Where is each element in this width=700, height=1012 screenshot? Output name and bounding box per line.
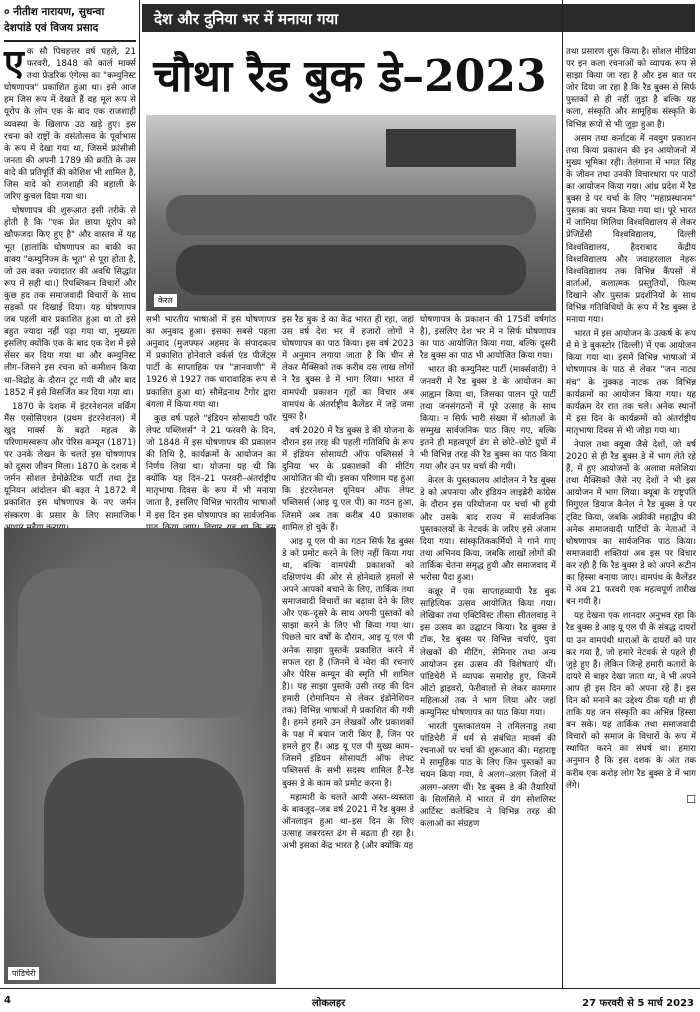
crowd-graphic bbox=[166, 195, 536, 235]
paragraph: घोषणापत्र की शुरूआत इसी तरीके से होती है कि "एक प्रेत छाया यूरोप को खौफजदा किए हुए है" और वास्तव में यह भूत (हालांकि घोषणापत्र का बाकी का वाक्य "कम्युनिज्म के भूत" से पूरा होता है, जो उस वक्त ज्यादातर की अवधि सिद्धांत रूप में सही था।) रिपब्लिकन विचारों और कुछ हद तक समाजवादी विचारों के साथ सड़कों पर दिखाई दिया। यह घोषणापत्र जब पहली बार प्रकाशित हुआ था तो इसे बहुत ज्यादा नहीं पढ़ा गया था, मुख्यतः इसलिए क्योंकि एक के बाद एक देश में इसे सेंसर कर दिया गया था और कम्युनिस्ट लीग–जिसने इस रचना को कमीशन किया था–विद्रोह के दौरान टूट गयी थी और बाद 1852 में इसे विसर्जित कर दिया गया था। bbox=[4, 206, 136, 398]
article-column-5 bbox=[566, 46, 696, 988]
issue-date: 27 फरवरी से 5 मार्च 2023 bbox=[582, 998, 694, 1009]
byline-box bbox=[4, 4, 136, 42]
paragraph: इस रैड बुक डे का केंद्र भारत ही रहा, जहां उस वर्ष देश भर में हजारों लोगों ने घोषणापत्र का पाठ किया। इस वर्ष 2023 में अनुमान लगाया जाता है कि चीन से लेकर मैक्सिको तक करीब दस लाख लोगों ने रैड बुक्स डे में भाग लिया। भारत में वामपंथी प्रकाशन गृहों का विचार अब वामपंथ के अंतर्राष्ट्रीय कैलेंडर में जड़ें जमा चुका है। bbox=[282, 315, 414, 422]
end-mark-icon: ☐ bbox=[686, 792, 696, 806]
column-divider bbox=[562, 0, 563, 988]
group-graphic bbox=[44, 758, 244, 938]
photo-caption: पांडिचेरी bbox=[8, 967, 39, 980]
crowd-graphic bbox=[176, 245, 526, 295]
article-column-2 bbox=[146, 314, 276, 526]
paragraph: कुछ वर्ष पहले "इंडियन सोसायटी फॉर लेफ्ट पब्लिशर्स" ने 21 फरवरी के दिन, जो 1848 में इस घोषणापत्र की प्रकाशन की तिथि है, कार्यक्रमों के आयोजन का निर्णय लिया था। योजना यह थी कि क्योंकि यह दिन–21 फरवरी–अंतर्राष्ट्रीय मातृभाषा दिवस के रूप में भी मनाया जाता है, इसलिए विभिन्न भारतीय भाषाओं में इस दिन इस घोषणापत्र का सार्वजनिक bbox=[146, 413, 276, 521]
paragraph: भारती पुस्तकालयम ने तमिलनाडु तथा पांडिचेरी में धर्म से संबंधित मार्क्स की रचनाओं पर चर्चा की शुरूआत की। महाराष्ट्र में सामूहिक पाठ के लिए जिन पुस्तकों का चयन किया गया, वे अलग–अलग जिलों में अलग–अलग थीं। रैड बुक्स डे की तैयारियों के सिलसिले में भारत में यंग सोशलिस्ट आर्टिस्ट कलेक्टिव ने विभिन्न तरह की कलाओं का संग्रहण bbox=[420, 722, 556, 829]
footer-rule bbox=[0, 988, 700, 989]
article-column-3 bbox=[282, 314, 414, 986]
paragraph: वर्ष 2020 में रैड बुक्स डे की योजना के दौरान इस तरह की पहली गतिविधि के रूप में इंडियन सोसायटी ऑफ पब्लिसर्स ने दुनिया भर के प्रकाशकों की मीटिंग आयोजित की थी। इसका परिणाम यह हुआ कि इंटरनेशनल यूनियन ऑफ लेफ्ट पब्लिसर्स (आइ यू एल पी) का गठन हुआ, जिसमें अब तक करीब 40 प्रकाशक शामिल हो चुके हैं। bbox=[282, 425, 414, 533]
paragraph: नेपाल तथा क्यूबा जैसे देशों, जो वर्ष 2020 से ही रैड बुक्स डे में भाग लेते रहे हैं, में हुए आयोजनों के अलावा मलेशिया तथा मैक्सिको जैसे नए देशों ने भी इस आयोजन में भाग लिया। क्यूबा के राष्ट्रपति मिगुएल डियाज कैनेल ने रैड बुक्स डे पर ट्विट किया, जबकि अफ्रीकी महाद्वीप की अनेक समाजवादी पार्टियों के नेताओं ने घोषणापत्र का सार्वजनिक पाठ किया। समाजवादी शक्तियां अब इस पर विचार कर रही हैं कि रैड बुक्स डे को अपने रूटीन का हिस्सा बनाया जाए। वामपंथ के कैलेंडर में अब 21 फरवरी एक महत्वपूर्ण तारीख बन गयी है। bbox=[566, 440, 696, 608]
paragraph: यह देखना एक शानदार अनुभव रहा कि रैड बुक्स डे आइ यू एल पी के संबद्ध दायरों या उन वामपंथी धाराओं के दायरों को पार कर गया है, जो हमारे नेटवर्क से पहले ही जुड़े हुए हैं। लेकिन जिन्हें हमारी कतारों के दायरे से बाहर देखा जाता था, वे भी अपने आप ही इस दिन को अपना रहे हैं। इस दिन को मनाने का उद्देश्य ठीक यही था ही ताकि यह जन संस्कृति का अभिन्न हिस्सा बन सके। यह तार्किक तथा समाजवादी विचारों को समाज के विचारों के रूप में स्थापित करने का संघर्ष था। हमारा अनुमान है कि इस दशक के अंत तक करीब एक करोड़ लोग रैड बुक्स डे में भाग लेंगे। bbox=[566, 611, 697, 791]
paragraph: क सौ पिचहत्तर वर्ष पहले, 21 फरवरी, 1848 को कार्ल मार्क्स तथा फ्रेडरिक एंगेल्स का "कम्युनिस्ट घोषणापत्र" प्रकाशित हुआ था। इसे आज हम जिस रूप में देखते हैं वह मूल रूप से यूरोप के लोन एक के बाद एक राजशाही व्यवस्था के खिलाफ उठ खड़े हुए। इस रचना को राष्ट्रों के वसंतोत्सव के पूर्वाभास के रूप में देखा गया था, जिसमें फ्रांसीसी जनता की अपनी 1789 की क्रांति के उस वादे की प्रतिपूर्ति की कोशिश भी शामिल है, जिस वादे को राजशाही की बहाली के जरिए कुचल दिया गया था। bbox=[4, 47, 136, 203]
paragraph: असम तथा कर्नाटक में नवयुग प्रकाशन तथा किया प्रकाशन की इन आयोजनों में मुख्य भूमिका रही। तेलंगाना में भगत सिंह के जीवन तथा उनकी विचारधारा पर पाठों का आयोजन किया गया। आंध्र प्रदेश में रैड बुक्स डे पर चर्चा के लिए "महाप्रस्थानम" पुस्तक का चयन किया गया था। पूरे भारत में जामिया मिलिया विश्वविद्यालय से लेकर प्रेजिडेंसी विश्वविद्यालय, दिल्ली विश्वविद्यालय, हैदराबाद केंद्रीय विश्वविद्यालय और जवाहरलाल नेहरू विश्वविद्यालय तक विभिन्न कैंपसों में वार्ताओं, कलात्मक प्रस्तुतियों, फिल्म दिखाने और पुस्तक प्रदर्शनियों के साथ विभिन्न गतिविधियों के रूप में रैड बुक्स डे मनाया गया। bbox=[566, 133, 696, 326]
byline-line-2: देशपांडे एवं विजय प्रसाद bbox=[4, 22, 99, 34]
page-number: 4 bbox=[4, 995, 11, 1006]
drop-cap: ए bbox=[4, 42, 24, 84]
publication-name: लोकलहर bbox=[312, 998, 346, 1009]
column-divider bbox=[139, 0, 140, 516]
paragraph: सभी भारतीय भाषाओं में इस घोषणापत्र का अनुवाद हुआ। इसका सबसे पहला अनुवाद (मुजफ्फर अहमद के संपादकत्व में प्रकाशित होनेवाले वर्कर्स एंड पीजेंट्स पार्टी के साप्ताहिक पत्र "ज्ञानवाणी" में 1926 से 1927 तक धारावाहिक रूप से प्रकाशित हुआ था) सौमेंद्रनाथ टैगोर द्वारा बंगला में किया गया था। bbox=[146, 315, 276, 410]
headline: चौथा रैड बुक डे–2023 bbox=[153, 51, 547, 102]
paragraph: महामारी के चलते आयी अस्त–व्यस्तता के बावजूद–जब वर्ष 2021 में रैड बुक्स डे ऑनलाइन हुआ था–इस दिन के लिए उत्साह जबरदस्त ढंग से बढ़ता ही रहा है। अभी इसका केंद्र भारत है (और क्योंकि यह bbox=[282, 792, 414, 852]
paragraph: 1870 के दशक में इंटरनेशनल वर्किंग मैंस एसोसिएशन (प्रथम इंटरनेशनल) में खुद मार्क्स के बढ़ते महत्व के परिणामस्वरूप और पेरिस कम्यून (1871) पर उनके लेखन के चलते इस घोषणापत्र को दूसरा जीवन मिला। 1870 के दशक में जर्मन सोशल डेमोक्रेटिक पार्टी तथा ट्रेड यूनियन आंदोलन की बढ़त ने 1872 में प्रकाशित इस घोषणापत्र के नए जर्मन संस्करण के प्रसार के लिए सामाजिक bbox=[4, 401, 136, 521]
event-photo-top bbox=[146, 115, 556, 311]
event-photo-bottom bbox=[4, 528, 276, 984]
paragraph: तथा प्रसारण शुरू किया है। सोशल मीडिया पर इन कला रचनाओं को व्यापक रूप से साझा किया जा रहा है और इस बात पर जोर दिया जा रहा है कि रैड बुक्स से सिर्फ पुस्तकों से ही नहीं जुड़ा है बल्कि यह कला, संस्कृति और सामूहिक संस्कृति के विभिन्न रूपों से भी जुड़ा हुआ है। bbox=[566, 47, 696, 130]
banner-graphic bbox=[386, 129, 516, 167]
paragraph: आइ यू एल पी का गठन सिर्फ रैड बुक्स डे को प्रमोट करने के लिए नहीं किया गया था, बल्कि वामपंथी प्रकाशकों को दक्षिणपंथ की ओर से होनेवाले हमलों से अपने आपको बचाने के लिए, तार्किक तथा समाजवादी विचारों का बढ़ावा देने के लिए और एक–दूसरे के साथ अपनी पुस्तकों को साझा करने के लिए भी किया गया था। पिछले चार वर्षों के दौरान, आइ यू एल पी अनेक साझा पुस्तकें प्रकाशित करने में सफल रहा है (जिनमें चे ग्वेरा की रचनाएं और पेरिस कम्यून की स्मृति भी शामिल है)। यह साझा पुस्तकें उसी तरह की दिन हमारी (रोमानियन से लेकर इंडोनेशियन तक) विभिन्न भाषाओं में प्रकाशित की गयी हैं। हमने हमारे उन लेखकों और प्रकाशकों के पक्ष में बयान जारी किए हैं, जिन पर हमले हुए हैं। आइ यू एल पी मुख्य काम–जिसमें इंडियन सोसायटी ऑफ लेफ्ट पब्लिसर्स के सभी सदस्य शामिल हैं–रैड बुक्स डे के काम को प्रमोट करना है। bbox=[282, 536, 414, 789]
paragraph: केरल के पुस्तकालय आंदोलन ने रैड बुक्स डे को अपनाया और इंडियन लाइब्रेरी कांग्रेस के दौरान इस परियोजना पर चर्चा भी हुयी और उसके बाद राज्य में सार्वजनिक पुस्तकालयों के नेटवर्क के जरिए इसे अंजाम दिया गया। सांस्कृतिककर्मियों ने गाने गाए तथा अभिनय किया, जबकि लाखों लोगों की तार्किक चेतना समृद्ध हुयी और समाजवाद में भरोसा पैदा हुआ। bbox=[420, 476, 556, 583]
section-title-bar bbox=[142, 4, 695, 32]
photo-caption: केरल bbox=[154, 294, 177, 307]
paragraph: भारत की कम्युनिस्ट पार्टी (मार्क्सवादी) ने जनवरी में रैड बुक्स डे के आयोजन का आह्वान किया था, जिसका पालन पूरे पार्टी तथा जनसंगठनों में पूरे उत्साह के साथ किया। न सिर्फ भारी संख्या में श्रोताओं के सम्मुख सार्वजनिक पाठ किए गए, बल्कि इतने ही महत्वपूर्ण ढंग से छोटे–छोटे ग्रुपों में भी विभिन्न तरह की रैड बुक्स का पाठ किया गया और उन पर चर्चा की गयी। bbox=[420, 365, 556, 473]
group-graphic bbox=[18, 568, 262, 718]
paragraph: भारत में इस आयोजन के उत्कर्ष के रूप में मे डे बुकस्टोर (दिल्ली) में एक आयोजन किया गया था। इसमें विभिन्न भाषाओं में घोषणापत्र के पाठ से लेकर "जन नाट्य मंच" के नुक्कड़ नाटक तक विभिन्न कार्यक्रमों का आयोजन किया गया। यह कार्यक्रम देर रात तक चले। अनेक स्थानों में इस दिन के कार्यक्रमों को अंतर्राष्ट्रीय मातृभाषा दिवस से भी जोड़ा गया था। bbox=[566, 329, 696, 436]
article-column-4 bbox=[420, 314, 556, 986]
paragraph: घोषणापत्र के प्रकाशन की 175वीं वर्षगांठ है), इसलिए देश भर में न सिर्फ घोषणापत्र का पाठ आयोजित किया गया, बल्कि दूसरी रैड बुक्स का पाठ भी आयोजित किया गया। bbox=[420, 315, 556, 362]
article-column-1 bbox=[4, 42, 136, 526]
byline-line-1: ० नीतीश नारायण, सुधन्वा bbox=[4, 6, 105, 18]
page-footer bbox=[0, 990, 700, 1012]
section-title: देश और दुनिया भर में मनाया गया bbox=[154, 10, 339, 28]
paragraph: कन्नूर में एक साप्ताहव्यापी रैड बुक साहित्यिक उत्सव आयोजित किया गया। लेखिका तथा एक्टिविस्ट तीस्ता सीतलवाड़ ने इस उत्सव का उद्घाटन किया। रैड बुक्स डे टॉक, रैड बुक्स पर विभिन्न चर्चाएं, युवा लेखकों की मीटिंग, सेमिनार तथा अन्य आयोजन इस उत्सव की विशेषताएं थीं। पांडिचेरी में व्यापक समारोह हुए, जिनमें ऑटो ड्राइवरों, फेरीवालों से लेकर कामगार महिलाओं तक ने भाग लिया और जहां कम्युनिस्ट घोषणापत्र का पाठ किया गया। bbox=[420, 587, 556, 718]
